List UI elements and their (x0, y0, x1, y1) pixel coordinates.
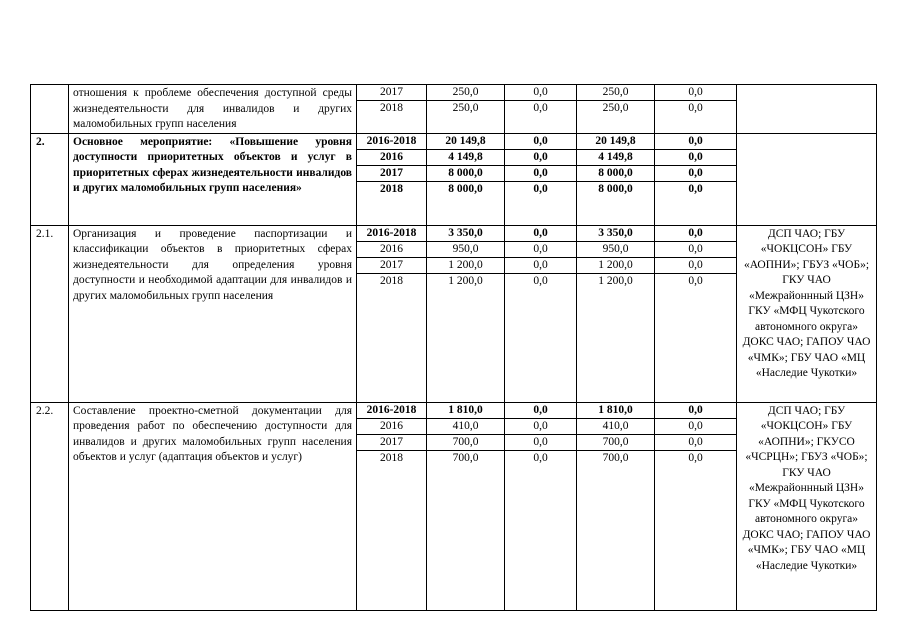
regional-cell (577, 402, 655, 610)
total-value: 410,0 (427, 418, 504, 434)
other-value: 0,0 (655, 257, 736, 273)
other-value: 0,0 (655, 226, 736, 242)
executors (737, 85, 877, 134)
year: 2017 (357, 257, 426, 273)
year: 2017 (357, 85, 426, 101)
federal-value: 0,0 (533, 102, 548, 114)
other-value: 0,0 (655, 85, 736, 101)
other-cell (655, 225, 737, 402)
federal-value: 0,0 (533, 274, 548, 287)
total-cell (427, 85, 505, 134)
regional-cell (577, 133, 655, 225)
regional-cell (577, 225, 655, 402)
row-number: 2. (31, 133, 69, 225)
other-value: 0,0 (688, 274, 703, 287)
year: 2016-2018 (357, 134, 426, 150)
table-row (31, 225, 877, 402)
row-name: отношения к проблеме обеспечения доступной среды жизнедеятельности для инвалидов и других маломобильных групп населения (69, 85, 357, 134)
regional-value: 20 149,8 (577, 134, 654, 150)
total-value: 250,0 (427, 85, 504, 101)
other-value: 0,0 (655, 149, 736, 165)
regional-value: 1 810,0 (577, 403, 654, 419)
other-value: 0,0 (688, 182, 703, 195)
federal-value: 0,0 (533, 182, 548, 195)
federal-value: 0,0 (505, 418, 576, 434)
federal-value: 0,0 (505, 134, 576, 150)
row-number: 2.2. (31, 402, 69, 610)
regional-value: 8 000,0 (598, 182, 633, 195)
row-name: Составление проектно-сметной документации для проведения работ по обеспечению доступности для инвалидов и других маломобильных групп населения объектов и услуг (адаптация объектов и услуг) (69, 402, 357, 610)
years-cell (357, 402, 427, 610)
table-row (31, 133, 877, 225)
row-name: Организация и проведение паспортизации и классификации объектов в приоритетных сферах жизнедеятельности для определения уровня доступности и необходимой адаптации для инвалидов и других маломобильных групп населения (69, 225, 357, 402)
regional-value: 700,0 (577, 434, 654, 450)
federal-cell (505, 133, 577, 225)
year: 2018 (380, 102, 403, 114)
other-cell (655, 402, 737, 610)
other-value: 0,0 (655, 434, 736, 450)
federal-cell (505, 402, 577, 610)
table-row (31, 85, 877, 134)
regional-value: 1 200,0 (598, 274, 633, 287)
federal-value: 0,0 (505, 226, 576, 242)
regional-value: 1 200,0 (577, 257, 654, 273)
total-cell (427, 402, 505, 610)
federal-value: 0,0 (505, 241, 576, 257)
other-cell (655, 133, 737, 225)
total-value: 3 350,0 (427, 226, 504, 242)
years-cell (357, 85, 427, 134)
executors: ДСП ЧАО; ГБУ «ЧОКЦСОН» ГБУ «АОПНИ»; ГКУСО «ЧСРЦН»; ГБУЗ «ЧОБ»; ГКУ ЧАО «Межрайоннный ЦЗН» ГКУ «МФЦ Чукотского автономного округа» ДОКС ЧАО; ГАПОУ ЧАО «ЧМК»; ГБУ ЧАО «МЦ «Наследие Чукотки» (737, 402, 877, 610)
total-value: 700,0 (427, 434, 504, 450)
other-cell (655, 85, 737, 134)
year: 2018 (380, 182, 403, 195)
other-value: 0,0 (655, 418, 736, 434)
federal-value: 0,0 (505, 149, 576, 165)
year: 2016-2018 (357, 403, 426, 419)
federal-cell (505, 85, 577, 134)
regional-value: 250,0 (577, 85, 654, 101)
federal-cell (505, 225, 577, 402)
total-value: 250,0 (452, 102, 479, 114)
total-value: 1 200,0 (427, 257, 504, 273)
other-value: 0,0 (655, 241, 736, 257)
year: 2016 (357, 418, 426, 434)
executors (737, 133, 877, 225)
total-value: 4 149,8 (427, 149, 504, 165)
year: 2018 (380, 274, 403, 287)
regional-value: 3 350,0 (577, 226, 654, 242)
total-value: 1 810,0 (427, 403, 504, 419)
row-name: Основное мероприятие: «Повышение уровня доступности приоритетных объектов и услуг в приоритетных сферах жизнедеятельности инвалидов и других маломобильных групп населения» (69, 133, 357, 225)
years-cell (357, 133, 427, 225)
year: 2017 (357, 434, 426, 450)
row-number: 2.1. (31, 225, 69, 402)
total-value: 20 149,8 (427, 134, 504, 150)
year: 2016 (357, 149, 426, 165)
regional-value: 8 000,0 (577, 165, 654, 181)
years-cell (357, 225, 427, 402)
total-cell (427, 225, 505, 402)
regional-value: 250,0 (602, 102, 629, 114)
total-value: 8 000,0 (448, 182, 483, 195)
federal-value: 0,0 (505, 403, 576, 419)
total-value: 8 000,0 (427, 165, 504, 181)
table-row (31, 402, 877, 610)
total-value: 700,0 (452, 451, 479, 464)
year: 2016-2018 (357, 226, 426, 242)
federal-value: 0,0 (505, 165, 576, 181)
regional-value: 700,0 (602, 451, 629, 464)
federal-value: 0,0 (505, 434, 576, 450)
program-table (30, 84, 877, 611)
federal-value: 0,0 (505, 257, 576, 273)
other-value: 0,0 (688, 102, 703, 114)
other-value: 0,0 (655, 403, 736, 419)
year: 2018 (380, 451, 403, 464)
executors: ДСП ЧАО; ГБУ «ЧОКЦСОН» ГБУ «АОПНИ»; ГБУЗ «ЧОБ»; ГКУ ЧАО «Межрайоннный ЦЗН» ГКУ «МФЦ Чукотского автономного округа» ДОКС ЧАО; ГАПОУ ЧАО «ЧМК»; ГБУ ЧАО «МЦ «Наследие Чукотки» (737, 225, 877, 402)
other-value: 0,0 (688, 451, 703, 464)
total-value: 950,0 (427, 241, 504, 257)
total-value: 1 200,0 (448, 274, 483, 287)
total-cell (427, 133, 505, 225)
regional-cell (577, 85, 655, 134)
other-value: 0,0 (655, 165, 736, 181)
regional-value: 410,0 (577, 418, 654, 434)
regional-value: 4 149,8 (577, 149, 654, 165)
year: 2016 (357, 241, 426, 257)
regional-value: 950,0 (577, 241, 654, 257)
year: 2017 (357, 165, 426, 181)
row-number (31, 85, 69, 134)
federal-value: 0,0 (505, 85, 576, 101)
federal-value: 0,0 (533, 451, 548, 464)
other-value: 0,0 (655, 134, 736, 150)
